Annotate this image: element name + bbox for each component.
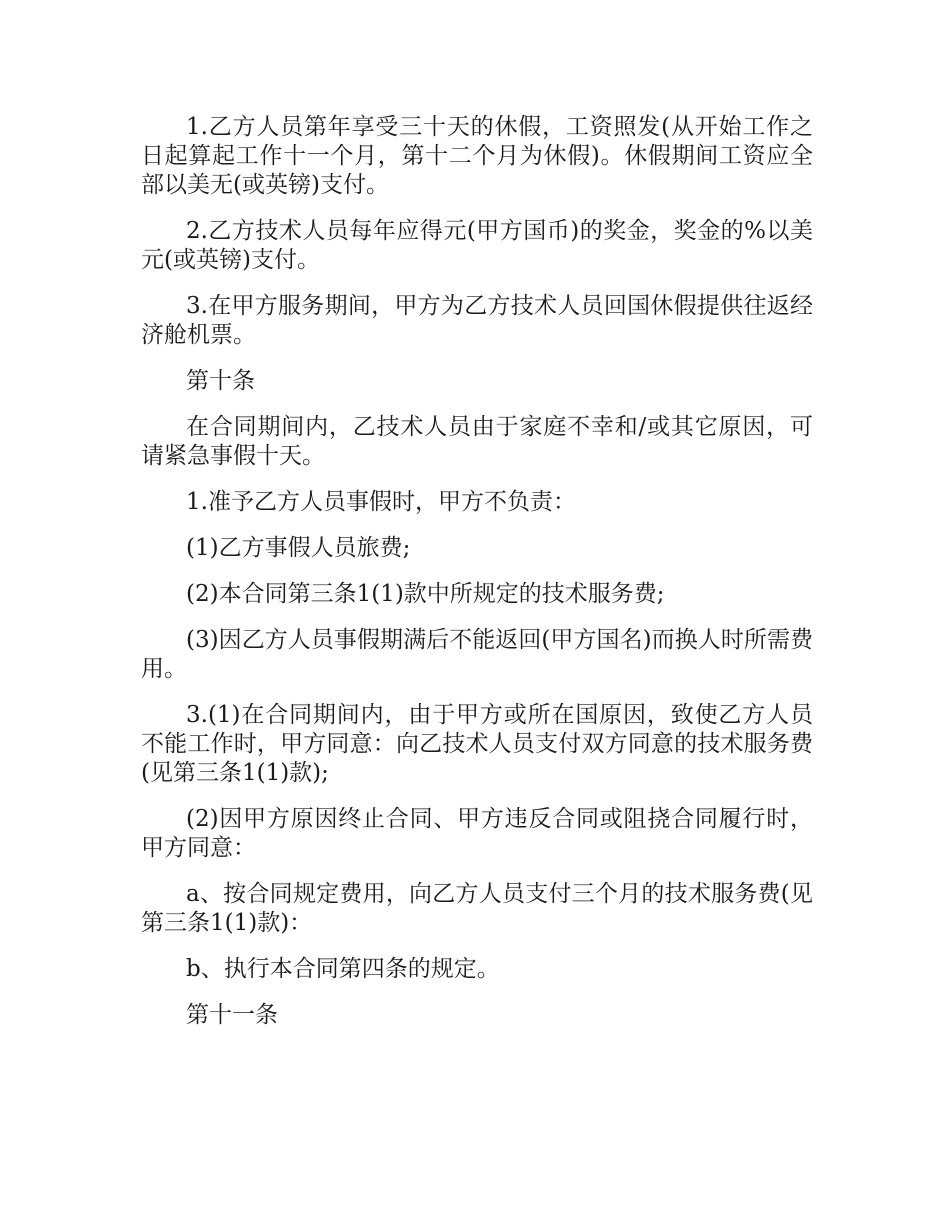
paragraph-item-b: b、执行本合同第四条的规定。 — [186, 956, 500, 982]
paragraph-air-ticket: 3.在甲方服务期间，甲方为乙方技术人员回国休假提供往返经济舱机票。 — [141, 293, 813, 348]
paragraph-item-travel-cost: (1)乙方事假人员旅费; — [186, 535, 411, 561]
paragraph-item-service-fee: (2)本合同第三条1(1)款中所规定的技术服务费; — [186, 581, 665, 607]
paragraph-item-replacement-cost: (3)因乙方人员事假期满后不能返回(甲方国名)而换人时所需费用。 — [141, 627, 813, 682]
document-body — [141, 113, 813, 1047]
paragraph-item-a: a、按合同规定费用，向乙方人员支付三个月的技术服务费(见第三条1(1)款)： — [141, 881, 813, 936]
paragraph-bonus: 2.乙方技术人员每年应得元(甲方国币)的奖金，奖金的%以美元(或英镑)支付。 — [141, 218, 813, 273]
paragraph-leave-not-responsible: 1.准予乙方人员事假时，甲方不负责： — [186, 489, 576, 515]
paragraph-vacation: 1.乙方人员第年享受三十天的休假，工资照发(从开始工作之日起算起工作十一个月，第十二个月为休假)。休假期间工资应全部以美无(或英镑)支付。 — [141, 114, 813, 198]
paragraph-emergency-leave: 在合同期间内，乙技术人员由于家庭不幸和/或其它原因，可请紧急事假十天。 — [141, 414, 813, 469]
paragraph-termination: (2)因甲方原因终止合同、甲方违反合同或阻挠合同履行时，甲方同意： — [141, 806, 813, 861]
paragraph-unable-to-work: 3.(1)在合同期间内，由于甲方或所在国原因，致使乙方人员不能工作时，甲方同意：向乙技术人员支付双方同意的技术服务费(见第三条1(1)款); — [141, 702, 813, 786]
article-heading-10: 第十条 — [186, 368, 255, 394]
article-heading-11: 第十一条 — [186, 1002, 278, 1028]
